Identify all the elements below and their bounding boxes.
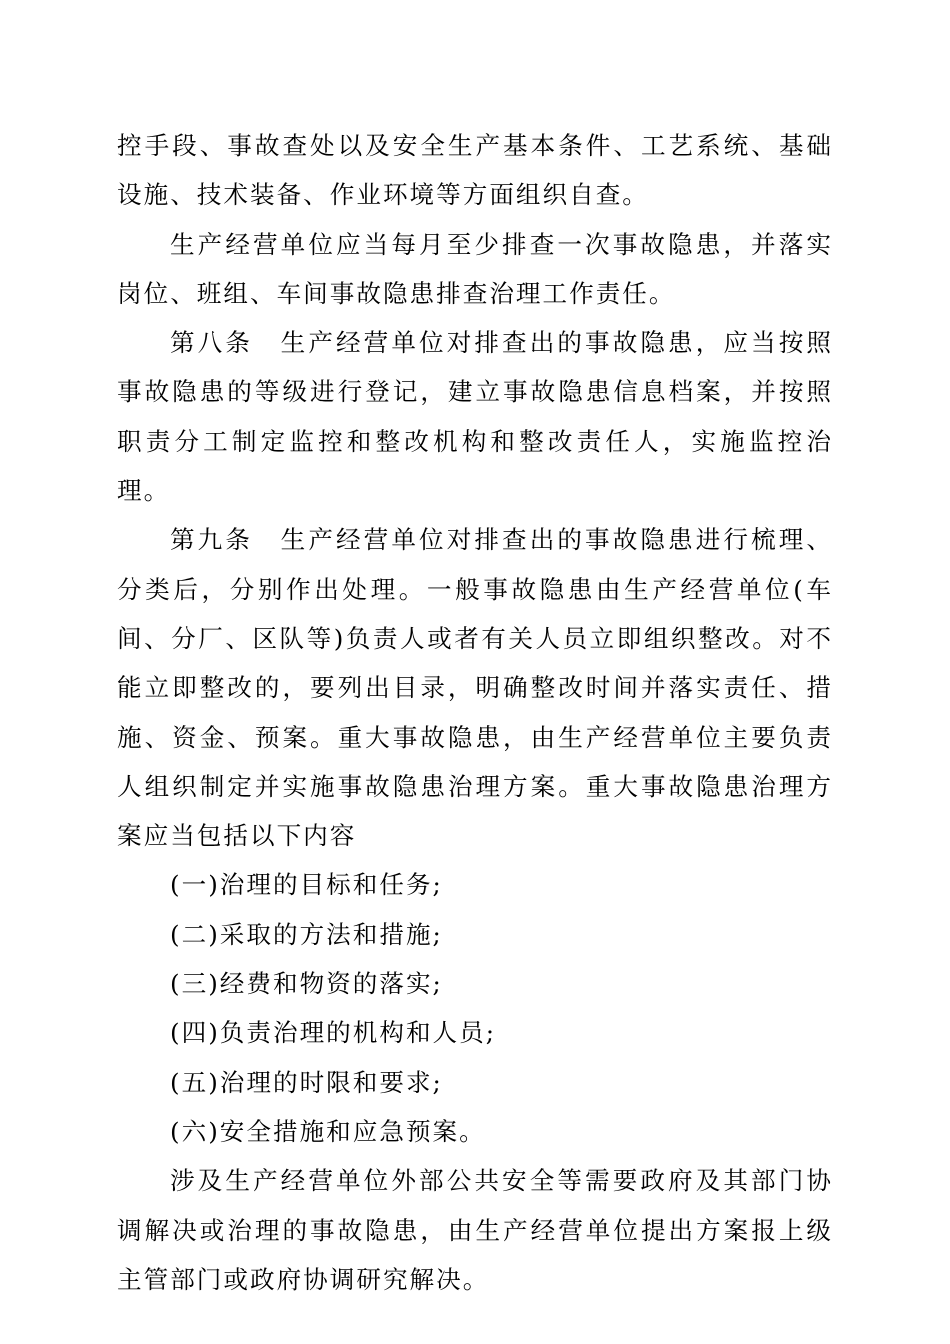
paragraph-continuation: 控手段、事故查处以及安全生产基本条件、工艺系统、基础设施、技术装备、作业环境等方面组织自查。 [117, 131, 833, 210]
list-item-1: (一)治理的目标和任务; [170, 870, 443, 900]
list-item-6: (六)安全措施和应急预案。 [170, 1116, 486, 1146]
paragraph-monthly-check: 生产经营单位应当每月至少排查一次事故隐患，并落实岗位、班组、车间事故隐患排查治理工作责任。 [117, 229, 833, 308]
list-item-5: (五)治理的时限和要求; [170, 1067, 443, 1097]
list-item-2: (二)采取的方法和措施; [170, 919, 443, 949]
document-page [117, 121, 833, 1304]
paragraph-article-9: 第九条 生产经营单位对排查出的事故隐患进行梳理、分类后，分别作出处理。一般事故隐患由生产经营单位(车间、分厂、区队等)负责人或者有关人员立即组织整改。对不能立即整改的，要列出目录，明确整改时间并落实责任、措施、资金、预案。重大事故隐患，由生产经营单位主要负责人组织制定并实施事故隐患治理方案。重大事故隐患治理方案应当包括以下内容 [117, 525, 833, 851]
list-item-4: (四)负责治理的机构和人员; [170, 1018, 497, 1048]
paragraph-external-safety: 涉及生产经营单位外部公共安全等需要政府及其部门协调解决或治理的事故隐患，由生产经营单位提出方案报上级主管部门或政府协调研究解决。 [117, 1166, 833, 1294]
list-item-3: (三)经费和物资的落实; [170, 969, 443, 999]
paragraph-article-8: 第八条 生产经营单位对排查出的事故隐患，应当按照事故隐患的等级进行登记，建立事故隐患信息档案，并按照职责分工制定监控和整改机构和整改责任人，实施监控治理。 [117, 328, 833, 506]
